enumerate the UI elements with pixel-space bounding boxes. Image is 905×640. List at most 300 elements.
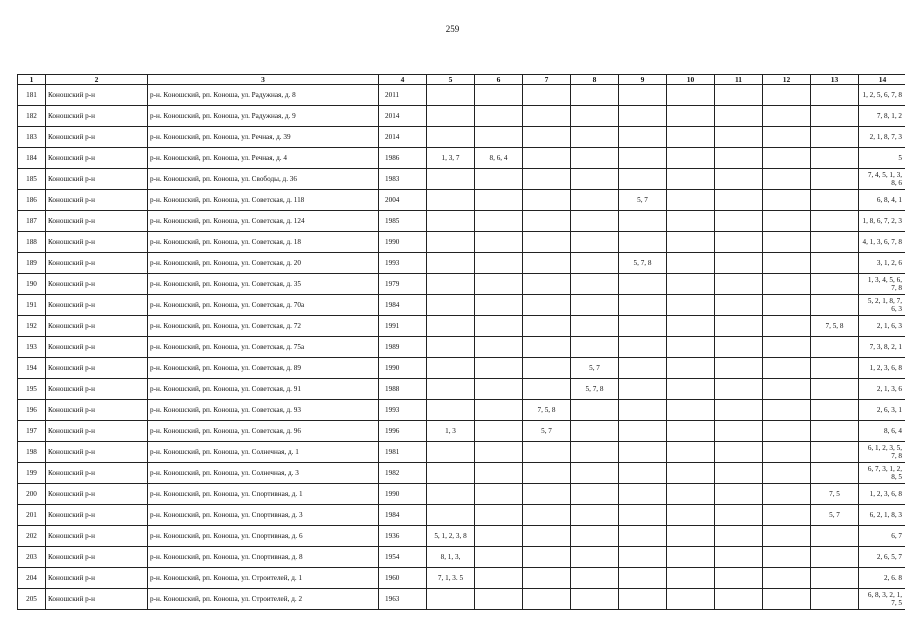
table-row: [18, 484, 905, 505]
col9-cell: [619, 148, 667, 169]
col11-cell: [715, 232, 763, 253]
col11-cell: [715, 148, 763, 169]
row-number: 184: [18, 148, 46, 169]
col12-cell: [763, 148, 811, 169]
col12-cell: [763, 568, 811, 589]
district-cell: Коношский р-н: [46, 85, 148, 106]
col9-cell: [619, 337, 667, 358]
col9-cell: [619, 106, 667, 127]
col5-cell: 1, 3: [427, 421, 475, 442]
col12-cell: [763, 589, 811, 610]
col6-cell: [475, 316, 523, 337]
address-cell: р-н. Коношский, рп. Коноша, ул. Радужная, д. 9: [148, 106, 379, 127]
table-row: [18, 85, 905, 106]
address-cell: р-н. Коношский, рп. Коноша, ул. Строителей, д. 2: [148, 589, 379, 610]
col9-cell: [619, 127, 667, 148]
col13-cell: 7, 5: [811, 484, 859, 505]
col14-cell: 6, 2, 1, 8, 3: [859, 505, 905, 526]
col12-cell: [763, 316, 811, 337]
col7-cell: [523, 568, 571, 589]
col12-cell: [763, 547, 811, 568]
col7-cell: [523, 379, 571, 400]
col9-cell: 5, 7, 8: [619, 253, 667, 274]
col12-cell: [763, 190, 811, 211]
col5-cell: [427, 358, 475, 379]
col7-cell: [523, 463, 571, 484]
col14-cell: 1, 3, 4, 5, 6, 7, 8: [859, 274, 905, 295]
table-row: [18, 253, 905, 274]
col10-cell: [667, 505, 715, 526]
year-cell: 1984: [379, 505, 427, 526]
col11-cell: [715, 85, 763, 106]
district-cell: Коношский р-н: [46, 505, 148, 526]
year-cell: 1988: [379, 379, 427, 400]
col10-cell: [667, 274, 715, 295]
row-number: 192: [18, 316, 46, 337]
col10-cell: [667, 295, 715, 316]
table-row: [18, 421, 905, 442]
row-number: 193: [18, 337, 46, 358]
table-row: [18, 106, 905, 127]
table-row: [18, 400, 905, 421]
district-cell: Коношский р-н: [46, 274, 148, 295]
col10-cell: [667, 547, 715, 568]
col8-cell: [571, 400, 619, 421]
col8-cell: [571, 484, 619, 505]
col12-cell: [763, 379, 811, 400]
col10-cell: [667, 190, 715, 211]
address-cell: р-н. Коношский, рп. Коноша, ул. Советская, д. 20: [148, 253, 379, 274]
col8-cell: [571, 337, 619, 358]
col7-cell: [523, 190, 571, 211]
column-header-13: 13: [811, 75, 859, 85]
col12-cell: [763, 400, 811, 421]
address-cell: р-н. Коношский, рп. Коноша, ул. Советская, д. 89: [148, 358, 379, 379]
col11-cell: [715, 337, 763, 358]
col9-cell: [619, 505, 667, 526]
district-cell: Коношский р-н: [46, 400, 148, 421]
col9-cell: [619, 232, 667, 253]
col5-cell: [427, 253, 475, 274]
col7-cell: [523, 316, 571, 337]
col13-cell: [811, 421, 859, 442]
col12-cell: [763, 484, 811, 505]
col14-cell: 1, 2, 3, 6, 8: [859, 484, 905, 505]
col7-cell: [523, 358, 571, 379]
col9-cell: [619, 589, 667, 610]
column-header-10: 10: [667, 75, 715, 85]
col9-cell: [619, 547, 667, 568]
row-number: 203: [18, 547, 46, 568]
year-cell: 1981: [379, 442, 427, 463]
address-cell: р-н. Коношский, рп. Коноша, ул. Строителей, д. 1: [148, 568, 379, 589]
col11-cell: [715, 505, 763, 526]
col14-cell: 7, 8, 1, 2: [859, 106, 905, 127]
row-number: 181: [18, 85, 46, 106]
col7-cell: [523, 211, 571, 232]
row-number: 197: [18, 421, 46, 442]
address-cell: р-н. Коношский, рп. Коноша, ул. Спортивная, д. 8: [148, 547, 379, 568]
year-cell: 1986: [379, 148, 427, 169]
col10-cell: [667, 589, 715, 610]
col13-cell: [811, 400, 859, 421]
col11-cell: [715, 253, 763, 274]
col7-cell: 5, 7: [523, 421, 571, 442]
col13-cell: [811, 274, 859, 295]
col13-cell: [811, 589, 859, 610]
col10-cell: [667, 463, 715, 484]
col6-cell: [475, 526, 523, 547]
table-row: [18, 295, 905, 316]
col11-cell: [715, 547, 763, 568]
district-cell: Коношский р-н: [46, 379, 148, 400]
col6-cell: [475, 169, 523, 190]
table-row: [18, 127, 905, 148]
col8-cell: [571, 547, 619, 568]
col11-cell: [715, 274, 763, 295]
col12-cell: [763, 211, 811, 232]
col11-cell: [715, 463, 763, 484]
district-cell: Коношский р-н: [46, 568, 148, 589]
col11-cell: [715, 316, 763, 337]
district-cell: Коношский р-н: [46, 253, 148, 274]
col14-cell: 6, 8, 4, 1: [859, 190, 905, 211]
col14-cell: 8, 6, 4: [859, 421, 905, 442]
address-cell: р-н. Коношский, рп. Коноша, ул. Речная, д. 39: [148, 127, 379, 148]
col10-cell: [667, 421, 715, 442]
row-number: 191: [18, 295, 46, 316]
col13-cell: [811, 547, 859, 568]
year-cell: 1983: [379, 169, 427, 190]
col10-cell: [667, 379, 715, 400]
table-row: [18, 316, 905, 337]
col9-cell: [619, 316, 667, 337]
col6-cell: [475, 505, 523, 526]
col9-cell: [619, 484, 667, 505]
col6-cell: [475, 127, 523, 148]
col11-cell: [715, 421, 763, 442]
col11-cell: [715, 169, 763, 190]
col12-cell: [763, 169, 811, 190]
col7-cell: [523, 526, 571, 547]
col12-cell: [763, 505, 811, 526]
address-cell: р-н. Коношский, рп. Коноша, ул. Советская, д. 91: [148, 379, 379, 400]
table-row: [18, 169, 905, 190]
col7-cell: [523, 127, 571, 148]
column-header-3: 3: [148, 75, 379, 85]
col13-cell: [811, 442, 859, 463]
col10-cell: [667, 85, 715, 106]
col6-cell: [475, 211, 523, 232]
col12-cell: [763, 421, 811, 442]
year-cell: 1963: [379, 589, 427, 610]
col5-cell: 5, 1, 2, 3, 8: [427, 526, 475, 547]
col5-cell: [427, 295, 475, 316]
housing-table: [17, 74, 905, 610]
col8-cell: [571, 421, 619, 442]
column-header-14: 14: [859, 75, 905, 85]
district-cell: Коношский р-н: [46, 589, 148, 610]
year-cell: 1991: [379, 316, 427, 337]
address-cell: р-н. Коношский, рп. Коноша, ул. Советская, д. 35: [148, 274, 379, 295]
col10-cell: [667, 253, 715, 274]
col11-cell: [715, 442, 763, 463]
col13-cell: 7, 5, 8: [811, 316, 859, 337]
col13-cell: [811, 463, 859, 484]
district-cell: Коношский р-н: [46, 148, 148, 169]
col6-cell: [475, 337, 523, 358]
year-cell: 1996: [379, 421, 427, 442]
col8-cell: [571, 232, 619, 253]
table-row: [18, 547, 905, 568]
table-row: [18, 442, 905, 463]
col14-cell: 1, 8, 6, 7, 2, 3: [859, 211, 905, 232]
col12-cell: [763, 85, 811, 106]
column-header-11: 11: [715, 75, 763, 85]
col13-cell: [811, 148, 859, 169]
col9-cell: [619, 211, 667, 232]
col6-cell: [475, 379, 523, 400]
col8-cell: [571, 211, 619, 232]
district-cell: Коношский р-н: [46, 547, 148, 568]
col10-cell: [667, 526, 715, 547]
year-cell: 1985: [379, 211, 427, 232]
col13-cell: [811, 190, 859, 211]
district-cell: Коношский р-н: [46, 442, 148, 463]
col8-cell: [571, 589, 619, 610]
col12-cell: [763, 274, 811, 295]
col7-cell: [523, 295, 571, 316]
col6-cell: [475, 190, 523, 211]
col6-cell: [475, 568, 523, 589]
row-number: 196: [18, 400, 46, 421]
year-cell: 2014: [379, 127, 427, 148]
col12-cell: [763, 337, 811, 358]
address-cell: р-н. Коношский, рп. Коноша, ул. Советская, д. 72: [148, 316, 379, 337]
col7-cell: [523, 148, 571, 169]
col5-cell: [427, 169, 475, 190]
table-row: [18, 463, 905, 484]
col14-cell: 1, 2, 3, 6, 8: [859, 358, 905, 379]
col6-cell: [475, 85, 523, 106]
col5-cell: [427, 127, 475, 148]
col12-cell: [763, 295, 811, 316]
col5-cell: [427, 463, 475, 484]
address-cell: р-н. Коношский, рп. Коноша, ул. Радужная, д. 8: [148, 85, 379, 106]
year-cell: 1990: [379, 358, 427, 379]
col10-cell: [667, 400, 715, 421]
col5-cell: 7, 1, 3. 5: [427, 568, 475, 589]
col13-cell: [811, 169, 859, 190]
col7-cell: [523, 337, 571, 358]
table-row: [18, 211, 905, 232]
year-cell: 1979: [379, 274, 427, 295]
col8-cell: [571, 568, 619, 589]
col14-cell: 7, 4, 5, 1, 3, 8, 6: [859, 169, 905, 190]
district-cell: Коношский р-н: [46, 232, 148, 253]
address-cell: р-н. Коношский, рп. Коноша, ул. Советская, д. 96: [148, 421, 379, 442]
col10-cell: [667, 442, 715, 463]
col10-cell: [667, 358, 715, 379]
district-cell: Коношский р-н: [46, 337, 148, 358]
col9-cell: [619, 85, 667, 106]
col8-cell: [571, 526, 619, 547]
address-cell: р-н. Коношский, рп. Коноша, ул. Советская, д. 75а: [148, 337, 379, 358]
col8-cell: 5, 7, 8: [571, 379, 619, 400]
col6-cell: 8, 6, 4: [475, 148, 523, 169]
column-header-1: 1: [18, 75, 46, 85]
col8-cell: [571, 316, 619, 337]
year-cell: 2014: [379, 106, 427, 127]
address-cell: р-н. Коношский, рп. Коноша, ул. Свободы, д. 36: [148, 169, 379, 190]
col9-cell: [619, 274, 667, 295]
col9-cell: [619, 169, 667, 190]
col13-cell: [811, 253, 859, 274]
col7-cell: [523, 484, 571, 505]
col14-cell: 2, 1, 6, 3: [859, 316, 905, 337]
district-cell: Коношский р-н: [46, 295, 148, 316]
table-row: [18, 358, 905, 379]
col7-cell: [523, 106, 571, 127]
table-row: [18, 337, 905, 358]
col11-cell: [715, 484, 763, 505]
col9-cell: 5, 7: [619, 190, 667, 211]
col5-cell: [427, 274, 475, 295]
col10-cell: [667, 484, 715, 505]
col5-cell: [427, 505, 475, 526]
year-cell: 1990: [379, 232, 427, 253]
table-row: [18, 379, 905, 400]
col9-cell: [619, 463, 667, 484]
col9-cell: [619, 568, 667, 589]
address-cell: р-н. Коношский, рп. Коноша, ул. Солнечная, д. 1: [148, 442, 379, 463]
col13-cell: [811, 295, 859, 316]
col5-cell: [427, 316, 475, 337]
district-cell: Коношский р-н: [46, 127, 148, 148]
col8-cell: [571, 253, 619, 274]
col7-cell: [523, 169, 571, 190]
col9-cell: [619, 442, 667, 463]
col7-cell: [523, 547, 571, 568]
address-cell: р-н. Коношский, рп. Коноша, ул. Спортивная, д. 3: [148, 505, 379, 526]
col11-cell: [715, 400, 763, 421]
col10-cell: [667, 316, 715, 337]
address-cell: р-н. Коношский, рп. Коноша, ул. Советская, д. 124: [148, 211, 379, 232]
col10-cell: [667, 232, 715, 253]
col9-cell: [619, 295, 667, 316]
col6-cell: [475, 442, 523, 463]
column-header-7: 7: [523, 75, 571, 85]
year-cell: 1936: [379, 526, 427, 547]
col10-cell: [667, 337, 715, 358]
col13-cell: [811, 379, 859, 400]
address-cell: р-н. Коношский, рп. Коноша, ул. Советская, д. 18: [148, 232, 379, 253]
col14-cell: 2, 6. 8: [859, 568, 905, 589]
row-number: 195: [18, 379, 46, 400]
col7-cell: [523, 274, 571, 295]
col13-cell: [811, 526, 859, 547]
col5-cell: [427, 589, 475, 610]
table-header: [18, 75, 905, 85]
col10-cell: [667, 568, 715, 589]
col13-cell: [811, 211, 859, 232]
row-number: 187: [18, 211, 46, 232]
col6-cell: [475, 547, 523, 568]
col8-cell: [571, 169, 619, 190]
district-cell: Коношский р-н: [46, 190, 148, 211]
col8-cell: [571, 190, 619, 211]
page-number: 259: [445, 24, 460, 34]
col11-cell: [715, 379, 763, 400]
col6-cell: [475, 232, 523, 253]
address-cell: р-н. Коношский, рп. Коноша, ул. Советская, д. 70а: [148, 295, 379, 316]
district-cell: Коношский р-н: [46, 484, 148, 505]
col6-cell: [475, 253, 523, 274]
col14-cell: 5: [859, 148, 905, 169]
col6-cell: [475, 463, 523, 484]
col13-cell: [811, 85, 859, 106]
col5-cell: [427, 379, 475, 400]
col13-cell: 5, 7: [811, 505, 859, 526]
col12-cell: [763, 358, 811, 379]
year-cell: 2011: [379, 85, 427, 106]
col6-cell: [475, 589, 523, 610]
year-cell: 1993: [379, 253, 427, 274]
col9-cell: [619, 400, 667, 421]
col8-cell: [571, 148, 619, 169]
col14-cell: 6, 7: [859, 526, 905, 547]
col7-cell: [523, 253, 571, 274]
row-number: 183: [18, 127, 46, 148]
col5-cell: [427, 484, 475, 505]
row-number: 205: [18, 589, 46, 610]
col6-cell: [475, 106, 523, 127]
table-body: [18, 85, 905, 610]
year-cell: 1993: [379, 400, 427, 421]
row-number: 198: [18, 442, 46, 463]
col10-cell: [667, 148, 715, 169]
row-number: 204: [18, 568, 46, 589]
table-row: [18, 568, 905, 589]
address-cell: р-н. Коношский, рп. Коноша, ул. Советская, д. 93: [148, 400, 379, 421]
address-cell: р-н. Коношский, рп. Коноша, ул. Спортивная, д. 6: [148, 526, 379, 547]
col12-cell: [763, 526, 811, 547]
district-cell: Коношский р-н: [46, 211, 148, 232]
col8-cell: 5, 7: [571, 358, 619, 379]
col14-cell: 2, 1, 3, 6: [859, 379, 905, 400]
col11-cell: [715, 106, 763, 127]
district-cell: Коношский р-н: [46, 526, 148, 547]
col7-cell: [523, 505, 571, 526]
column-header-9: 9: [619, 75, 667, 85]
col11-cell: [715, 526, 763, 547]
col11-cell: [715, 358, 763, 379]
col5-cell: [427, 106, 475, 127]
col7-cell: 7, 5, 8: [523, 400, 571, 421]
col13-cell: [811, 337, 859, 358]
col12-cell: [763, 253, 811, 274]
col9-cell: [619, 526, 667, 547]
col11-cell: [715, 190, 763, 211]
row-number: 188: [18, 232, 46, 253]
row-number: 185: [18, 169, 46, 190]
col14-cell: 2, 6, 3, 1: [859, 400, 905, 421]
row-number: 201: [18, 505, 46, 526]
col6-cell: [475, 400, 523, 421]
table-row: [18, 505, 905, 526]
col9-cell: [619, 379, 667, 400]
col8-cell: [571, 295, 619, 316]
